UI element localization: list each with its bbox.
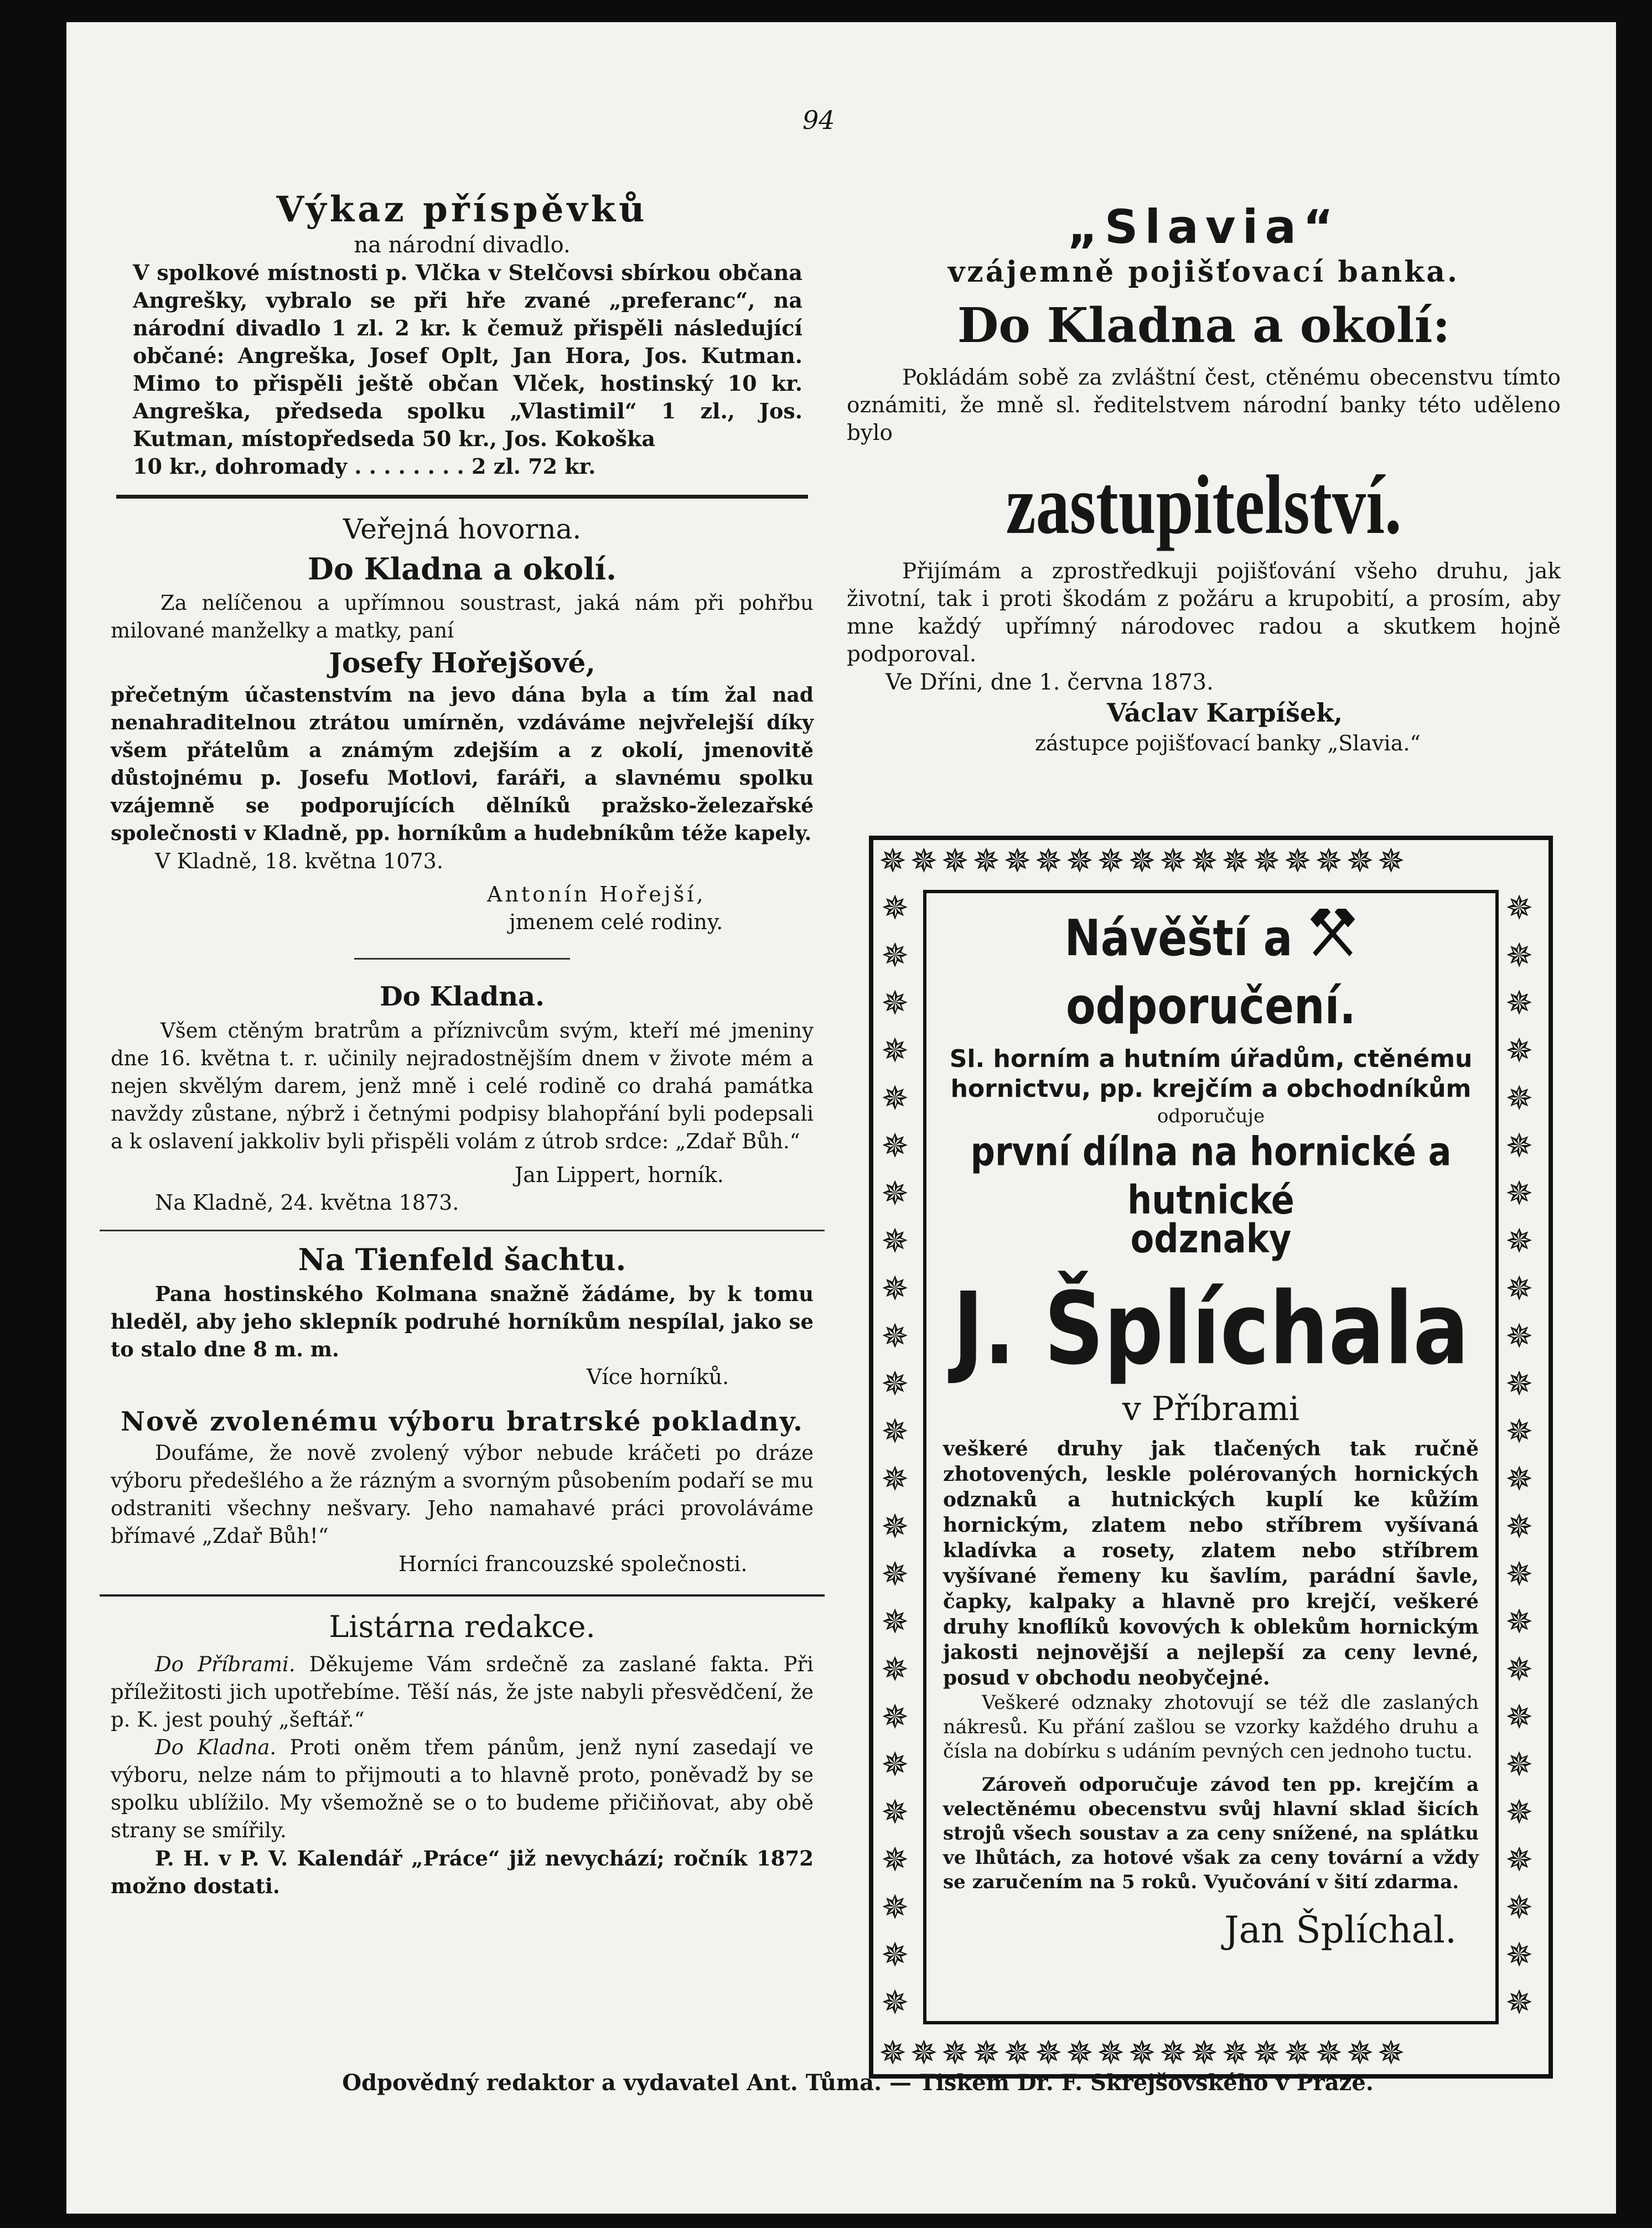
vykaz-total: 10 kr., dohromady . . . . . . . . 2 zl. 72 kr. xyxy=(133,454,596,479)
crossed-hammers-icon xyxy=(1308,908,1358,975)
ad-body1: veškeré druhy jak tlačených tak ručně zhotovených, leskle polérovaných hornických odznaků a hutnických kuplí ke kůžím hornickým, zlatem nebo stříbrem vyšívaná kladívka a rosety, zlatem nebo stříbrem vyšívané řemeny ku šavlím, parádní šavle, čapky, kalpaky a hlavně pro krejčí, veškeré druhy knoflíků kovových k oblekům hornickým jakosti nejnovější a nejlepší za ceny levné, posud v obchodu neobyčejné. xyxy=(943,1437,1479,1690)
slavia-intro: Pokládám sobě za zvláštní čest, ctěnému obecenstvu tímto oznámiti, že mně sl. ředitelstvem národní banky této uděleno bylo xyxy=(847,365,1561,445)
vykaz-body: V spolkové místnosti p. Vlčka v Stelčovsi sbírkou občana Angrešky, vybralo se při hře zvané „preferanc“, na národní divadlo 1 zl. 2 kr. k čemuž přispěli následující občané: Angreška, Josef Oplt, Jan Hora, Jos. Kutman. Mimo to přispěli ještě občan Vlček, hostinský 10 kr. Angreška, předseda spolku „Vlastimil“ 1 zl., Jos. Kutman, místopředseda 50 kr., Jos. Kokoška xyxy=(133,260,802,451)
footer-imprint: Odpovědný redaktor a vydavatel Ant. Tůma. — Tiskem Dr. F. Skrejšovského v Praze. xyxy=(342,2070,1374,2096)
kladno-sign: Jan Lippert, horník. xyxy=(515,1163,724,1187)
ad-line3: první dílna na hornické a hutnické xyxy=(970,1128,1452,1223)
newspaper-page xyxy=(66,22,1616,2214)
listarna-p2-lead: Do Kladna. xyxy=(155,1735,277,1759)
page-number: 94 xyxy=(802,105,835,135)
listarna-section xyxy=(100,1608,825,1900)
left-column xyxy=(100,188,825,1900)
tienfeld-sign: Více horníků. xyxy=(587,1365,729,1389)
tienfeld-body: Pana hostinského Kolmana snažně žádáme, by k tomu hleděl, aby jeho sklepník podruhé horníkům nespílal, jako se to stalo dne 8 m. m. xyxy=(111,1282,814,1361)
vybor-title: Nově zvolenému výboru bratrské pokladny. xyxy=(121,1406,804,1437)
vybor-section xyxy=(100,1404,825,1578)
ad-place: v Příbrami xyxy=(1122,1389,1300,1428)
kladno-date: Na Kladně, 24. května 1873. xyxy=(155,1190,459,1215)
listarna-p3: P. H. v P. V. Kalendář „Práce“ již nevychází; ročník 1872 možno dostati. xyxy=(111,1846,814,1898)
hovorna-sign: Antonín Hořejší, xyxy=(487,882,706,906)
vybor-body: Doufáme, že nově zvolený výbor nebude kráčeti po dráze výboru předešlého a že rázným a svorným působením podaří se mu odstraniti všechny nešvary. Jeho namahavé práci provoláváme břímavé „Zdař Bůh!“ xyxy=(111,1441,814,1548)
slavia-body: Přijímám a zprostředkuji pojišťování všeho druhu, jak životní, tak i proti škodám z požáru a krupobití, a prosím, aby mne každý upřímný národovec radou a skutkem hojně podporoval. xyxy=(847,559,1561,667)
listarna-p1-lead: Do Příbrami. xyxy=(155,1652,296,1676)
ad-line1: Sl. horním a hutním úřadům, ctěnému hornictvu, pp. krejčím a obchodníkům xyxy=(949,1044,1473,1103)
hovorna-subtitle: Do Kladna a okolí. xyxy=(308,551,617,587)
ad-headline-left: Návěští a xyxy=(1064,910,1293,967)
kladno-body: Všem ctěným bratrům a příznivcům svým, kteří mé jmeniny dne 16. května t. r. učinily nejradostnějším dnem v živote mém a nejen skvělým darem, jenž mně i celé rodině co drahá památka navždy zůstane, nýbrž i četnými podpisy blahopřání byli podepsali a k oslavení jakkoliv byli přispěli volám z útrob srdce: „Zdař Bůh.“ xyxy=(111,1019,814,1153)
vykaz-subtitle: na národní divadlo. xyxy=(354,232,571,258)
kladno-title: Do Kladna. xyxy=(380,981,545,1012)
listarna-p2: Proti oněm třem pánům, jenž nyní zasedají ve výboru, nelze nám to přijmouti a to hlavně proto, poněvadž by se spolku ublížilo. My všemožně se o to budeme přičiňovat, aby obě strany se smířily. xyxy=(111,1735,814,1842)
hovorna-date: V Kladně, 18. května 1073. xyxy=(155,849,443,873)
ad-body3: Zároveň odporučuje závod ten pp. krejčím a velectěnému obecenstvu svůj hlavní sklad šicích strojů všech soustav a za ceny snížené, na splátku ve lhůtách, za hotové však za ceny tovární a vždy se zaručením na 5 roků. Vyučování v šití zdarma. xyxy=(943,1773,1479,1893)
hovorna-body: přečetným účastenstvím na jevo dána byla a tím žal nad nenahraditelnou ztrátou umírněn, vzdáváme nejvřelejší díky všem přátelům a známým zdejším a z okolí, jmenovitě důstojnému p. Josefu Motlovi, faráři, a slavnému spolku vzájemně se podporujících dělníků pražsko-železařské společnosti v Kladně, pp. horníkům a hudebníkům téže kapely. xyxy=(111,683,814,845)
ad-body2: Veškeré odznaky zhotovují se též dle zaslaných nákresů. Ku přání zašlou se vzorky každého druhu a čísla na dobírku s udáním pevných cen jednoho tuctu. xyxy=(943,1691,1479,1763)
divider xyxy=(100,1230,825,1231)
listarna-p1: Děkujeme Vám srdečně za zaslané fakta. Při příležitosti jich upotřebíme. Těší nás, že jste nabyli přesvědčení, že p. K. jest pouhý „šeftář.“ xyxy=(111,1652,814,1732)
listarna-title: Listárna redakce. xyxy=(329,1609,595,1644)
slavia-sign: Václav Karpíšek, xyxy=(1107,698,1343,728)
short-divider xyxy=(354,958,570,960)
hovorna-title: Veřejná hovorna. xyxy=(343,513,582,545)
slavia-subtitle: vzájemně pojišťovací banka. xyxy=(947,255,1460,289)
ad-headline xyxy=(943,907,1479,1038)
vykaz-title: Výkaz příspěvků xyxy=(276,189,648,230)
hovorna-section xyxy=(100,510,825,936)
ornament-border-icon: ✵✵✵✵✵✵✵✵✵✵✵✵✵✵✵✵✵ xyxy=(879,842,1408,880)
ad-sign: Jan Šplíchal. xyxy=(1224,1908,1457,1951)
divider xyxy=(100,1594,825,1597)
vykaz-section xyxy=(100,188,825,480)
slavia-title: „Slavia“ xyxy=(1067,200,1340,254)
kladno-section xyxy=(100,976,825,1216)
ad-line4: odznaky xyxy=(1130,1215,1292,1262)
hovorna-sign-role: jmenem celé rodiny. xyxy=(509,910,723,934)
ornament-border-icon: ✵✵✵✵✵✵✵✵✵✵✵✵✵✵✵✵✵✵✵✵✵✵✵✵ xyxy=(1505,889,1534,2022)
slavia-section xyxy=(830,199,1577,757)
slavia-sign-role: zástupce pojišťovací banky „Slavia.“ xyxy=(1035,731,1421,755)
ornament-border-icon: ✵✵✵✵✵✵✵✵✵✵✵✵✵✵✵✵✵ xyxy=(879,2034,1408,2072)
splichal-advertisement xyxy=(869,836,1553,2079)
ad-line2: odporučuje xyxy=(1157,1105,1265,1127)
slavia-date: Ve Dříni, dne 1. června 1873. xyxy=(885,670,1214,695)
right-column xyxy=(830,188,1577,757)
ornament-border-icon: ✵✵✵✵✵✵✵✵✵✵✵✵✵✵✵✵✵✵✵✵✵✵✵✵ xyxy=(881,889,909,2022)
hovorna-name: Josefy Hořejšové, xyxy=(329,646,595,679)
slavia-big: zastupitelství. xyxy=(1006,458,1402,552)
tienfeld-section xyxy=(100,1239,825,1391)
divider xyxy=(116,495,808,499)
ad-headline-right: odporučení. xyxy=(1066,977,1356,1035)
hovorna-intro: Za nelíčenou a upřímnou soustrast, jaká nám při pohřbu milované manželky a matky, paní xyxy=(111,591,814,643)
slavia-headline: Do Kladna a okolí: xyxy=(957,298,1451,354)
tienfeld-title: Na Tienfeld šachtu. xyxy=(298,1242,626,1277)
ad-company-name: J. Šplíchala xyxy=(952,1271,1469,1387)
advertisement-body xyxy=(923,890,1499,2024)
vybor-sign: Horníci francouzské společnosti. xyxy=(398,1552,748,1576)
